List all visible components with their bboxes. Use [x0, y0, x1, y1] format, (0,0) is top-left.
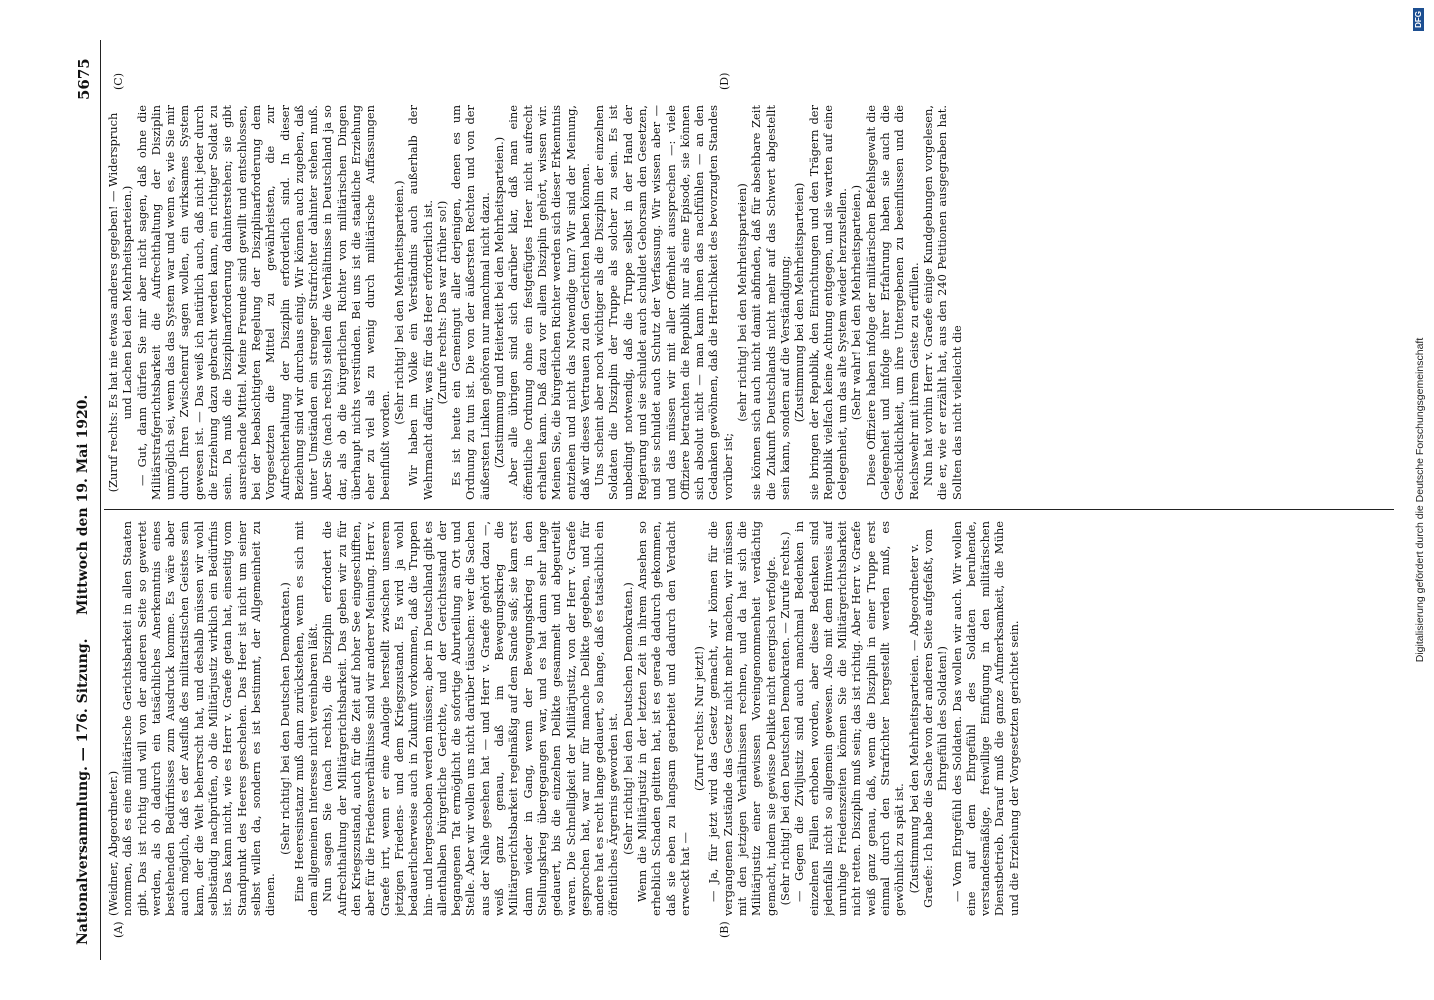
paragraph: — Gegen die Ziviljustiz sind auch manchmal Bedenken in einzelnen Fällen erhoben worden, aber diese Bedenken sind jedenfalls nicht so allgemein gewesen. Also mit dem Hinweis auf unruhige Friedenszeiten können Sie die Militärgerichtsbarkeit nicht retten. Disziplin muß sein; das ist richtig. Aber Herr v. Graefe weiß ganz genau, daß, wenn die Disziplin in einer Truppe erst einmal durch den Strafrichter hergestellt werden muß, es gewöhnlich zu spät ist. [792, 521, 907, 916]
paragraph: Uns scheint aber noch wichtiger als die Disziplin der einzelnen Soldaten die Disziplin der Truppe als solcher zu sein. Es ist unbedingt notwendig, daß die Truppe selbst in der Hand der Regierung und sie schuldet auch schuldet Gehorsam den Gesetzen, und sie schuldet auch Schutz der Verfassung. Wir wissen aber — und das müssen wir mit aller Offenheit aussprechen —: viele Offiziere betrachten die Republik nur als eine Episode, sie können sich absolut nicht — man kann ihnen das nachfühlen — an den Gedanken gewöhnen, daß die Herrlichkeit des bevorzugten Standes vorüber ist; [592, 105, 735, 500]
interjection: (Zustimmung bei den Mehrheitsparteien) [792, 182, 807, 423]
interjection: (Sehr richtig! bei den Mehrheitsparteien.) [391, 180, 406, 425]
interjection: (Zuruf rechts: Es hat nie etwas anderes gegeben! — Widerspruch und Lachen bei den Mehrheitsparteien.) [106, 112, 135, 493]
right-text-column [106, 105, 1406, 500]
margin-marker-c: (C) [112, 73, 125, 90]
paragraph: Wenn die Militärjustiz in der letzten Zeit in ihrem Ansehen so erheblich Schaden gelitten hat, ist es gerade dadurch gekommen, daß sie eben zu langsam gearbeitet und dadurch den Verdacht erweckt hat — [634, 521, 692, 916]
interjection: (Zustimmung bei den Mehrheitsparteien. — Abgeordneter v. Graefe: Ich habe die Sache von der anderen Seite aufgefaßt, vom Ehrgefühl des Soldaten!) [906, 529, 950, 908]
paragraph: Nun sagen Sie (nach rechts), die Disziplin erfordert die Aufrechthaltung der Militärgerichtsbarkeit. Das geben wir zu für den Kriegszustand, auch für die Zeit auf hoher See eingeschifften, aber für die Friedensverhältnisse sind wir anderer Meinung. Herr v. Graefe irrt, wenn er eine Analogie herstellt zwischen unserem jetzigen Friedens- und dem Kriegszustand. Es wird ja wohl bedauerlicherweise auch in Zukunft vorkommen, daß die Truppen hin- und hergeschoben werden müssen; aber in Deutschland gibt es allenthalben bürgerliche Gerichte, und der Gerichtsstand der begangenen Tat ermöglicht die sofortige Aburteilung an Ort und Stelle. Aber wir wollen uns nicht darüber täuschen: wer die Sachen aus der Nähe gesehen hat — und Herr v. Graefe gehört dazu —, weiß ganz genau, daß im Bewegungskrieg die Militärgerichtsbarkeit regelmäßig auf dem Sande saß; sie kam erst dann wieder in Gang, wenn der Bewegungskrieg in den Stellungskrieg übergegangen war, und es hat dann sehr lange gedauert, bis die einzelnen Delikte gesammelt und abgeurteilt waren. Die Schnelligkeit der Militärjustiz, von der Herr v. Graefe gesprochen hat, war nur für manche Delikte gegeben, und für andere hat es recht lange gedauert, so lange, daß es tatsächlich ein öffentliches Ärgernis geworden ist. [320, 521, 621, 916]
paragraph: — Ja, für jetzt wird das Gesetz gemacht, wir können für die vergangenen Zustände das Gesetz nicht mehr machen, wir müssen mit den jetzigen Verhältnissen rechnen, und da hat sich die Militärjustiz einer gewissen Voreingenommenheit verdächtig gemacht, indem sie gewisse Delikte nicht energisch verfolgte. [706, 521, 778, 916]
margin-marker-b: (B) [718, 921, 731, 938]
paragraph: nommen, daß es eine militärische Gerichtsbarkeit in allen Staaten gibt. Das ist richtig und will von der anderen Seite so gewertet werden, als ob dadurch ein tatsächliches Anerkenntnis eines bestehenden Bedürfnisses zum Ausdruck komme. Es wäre aber auch möglich, daß es der Ausfluß des militaristischen Geistes sein kann, der die Welt beherrscht hat, und deshalb müssen wir wohl selbständig nachprüfen, ob die Militärjustiz wirklich ein Bedürfnis ist. Das kann nicht, wie es Herr v. Graefe getan hat, einseitig vom Standpunkt des Heeres geschehen. Das Heer ist nicht um seiner selbst willen da, sondern es ist bestimmt, der Allgemeinheit zu dienen. [120, 521, 278, 916]
paragraph: Nun hat vorhin Herr v. Graefe einige Kundgebungen vorgelesen, die er, wie er erzählt hat, aus den 240 Petitionen ausgegraben hat. Sollten das nicht vielleicht die [920, 105, 964, 500]
left-text-column [106, 521, 1406, 916]
paragraph: — Vom Ehrgefühl des Soldaten. Das wollen wir auch. Wir wollen eine auf dem Ehrgefühl des Soldaten beruhende, verstandesmäßige, freiwillige Einfügung in den militärischen Dienstbetrieb. Darauf muß die ganze Aufmerksamkeit, die Mühe und die Erziehung der Vorgesetzten gerichtet sein. [949, 521, 1021, 916]
header-rule [100, 40, 101, 960]
speaker-attribution: (Weidner, Abgeordneter.) [106, 770, 120, 916]
paragraph: sie bringen der Republik, den Einrichtungen und den Trägern der Republik vielfach keine Achtung entgegen, und sie warten auf eine Gelegenheit, um das alte System wieder herzustellen. [806, 105, 850, 500]
margin-marker-d: (D) [718, 72, 731, 90]
header-date: Mittwoch den 19. Mai 1920. [75, 394, 91, 615]
interjection: (sehr richtig! bei den Mehrheitsparteien) [735, 183, 750, 422]
interjection: (Zustimmung und Heiterkeit bei den Mehrheitsparteien.) [492, 136, 507, 469]
margin-marker-a: (A) [112, 921, 125, 938]
interjection: (Sehr richtig! bei den Deutschen Demokraten.) [620, 582, 635, 855]
interjection: (Zurufe rechts: Das war früher so!) [434, 200, 449, 405]
page-header [65, 45, 101, 945]
interjection: (Zuruf rechts: Nur jetzt!) [692, 646, 707, 791]
page-number: 5675 [75, 58, 93, 100]
digitization-credit: Digitalisierung gefördert durch die Deutsche Forschungsgemeinschaft [1414, 337, 1426, 663]
paragraph: Diese Offiziere haben infolge der militärischen Befehlsgewalt die Gelegenheit und infolge ihrer Erfahrung haben sie auch die Geschicklichkeit, um ihre Untergebenen zu beeinflussen und die Reichswehr mit ihrem Geiste zu erfüllen. [863, 105, 921, 500]
dfg-logo: DFG [1413, 8, 1424, 31]
column-separator [104, 509, 1394, 510]
paragraph: Eine Heeresinstanz muß dann zurückstehen, wenn es sich mit dem allgemeinen Interesse nicht vereinbaren läßt. [291, 521, 321, 916]
interjection: (Sehr richtig! bei den Deutschen Demokraten.) [277, 582, 292, 855]
paragraph: sie können sich auch nicht damit abfinden, daß für absehbare Zeit die Zukunft Deutschlands nicht mehr auf das Schwert abgestellt sein kann, sondern auf die Verständigung; [749, 105, 792, 500]
interjection: (Sehr wahr! bei den Mehrheitsparteien.) [849, 184, 864, 421]
header-assembly-session: Nationalversammlung. — 176. Sitzung. [75, 638, 91, 945]
paragraph: Wir haben im Volke ein Verständnis auch außerhalb der Wehrmacht dafür, was für das Heer erforderlich ist. [406, 105, 435, 500]
paragraph: Aber alle übrigen sind sich darüber klar, daß man eine öffentliche Ordnung ohne ein festgefügtes Heer nicht aufrecht erhalten kann. Daß dazu vor allem Disziplin gehört, wissen wir. Meinen Sie, die bürgerlichen Richter werden sich dieser Erkenntnis entziehen und nicht das Notwendige tun? Wir sind der Meinung, daß wir dieses Vertrauen zu den Gerichten haben können. [506, 105, 592, 500]
paragraph: — Gut, dann dürfen Sie mir aber nicht sagen, daß ohne die Militärstrafgerichtsbarkeit die Aufrechthaltung der Disziplin unmöglich sei, wenn das das System war und wenn es, wie Sie mir durch Ihren Zwischenruf sagen wollen, ein wirksames System gewesen ist. — Das weiß ich natürlich auch, daß nicht jeder durch die Erziehung dazu gebracht werden kann, ein richtiger Soldat zu sein. Da muß die Disziplinarforderung dahinterstehen; sie gibt ausreichende Mittel. Meine Freunde sind gewillt und entschlossen, bei der beabsichtigten Regelung der Disziplinarforderung dem Vorgesetzten die Mittel zu gewährleisten, die zur Aufrechterhaltung der Disziplin erforderlich sind. In dieser Beziehung sind wir durchaus einig. Wir können auch zugeben, daß unter Umständen ein strenger Strafrichter dahinter stehen muß. Aber Sie (nach rechts) stellen die Verhältnisse in Deutschland ja so dar, als ob die bürgerlichen Richter von militärischen Dingen überhaupt nichts verstünden. Bei uns ist die staatliche Erziehung eher zu viel als zu wenig durch militärische Auffassungen beeinflußt worden. [134, 105, 392, 500]
paragraph: Es ist heute ein Gemeingut aller derjenigen, denen es um Ordnung zu tun ist. Die von der äußersten Rechten und von der äußersten Linken gehören nur manchmal nicht dazu. [449, 105, 492, 500]
interjection: (Sehr richtig! bei den Deutschen Demokraten. — Zurufe rechts.) [777, 531, 792, 906]
